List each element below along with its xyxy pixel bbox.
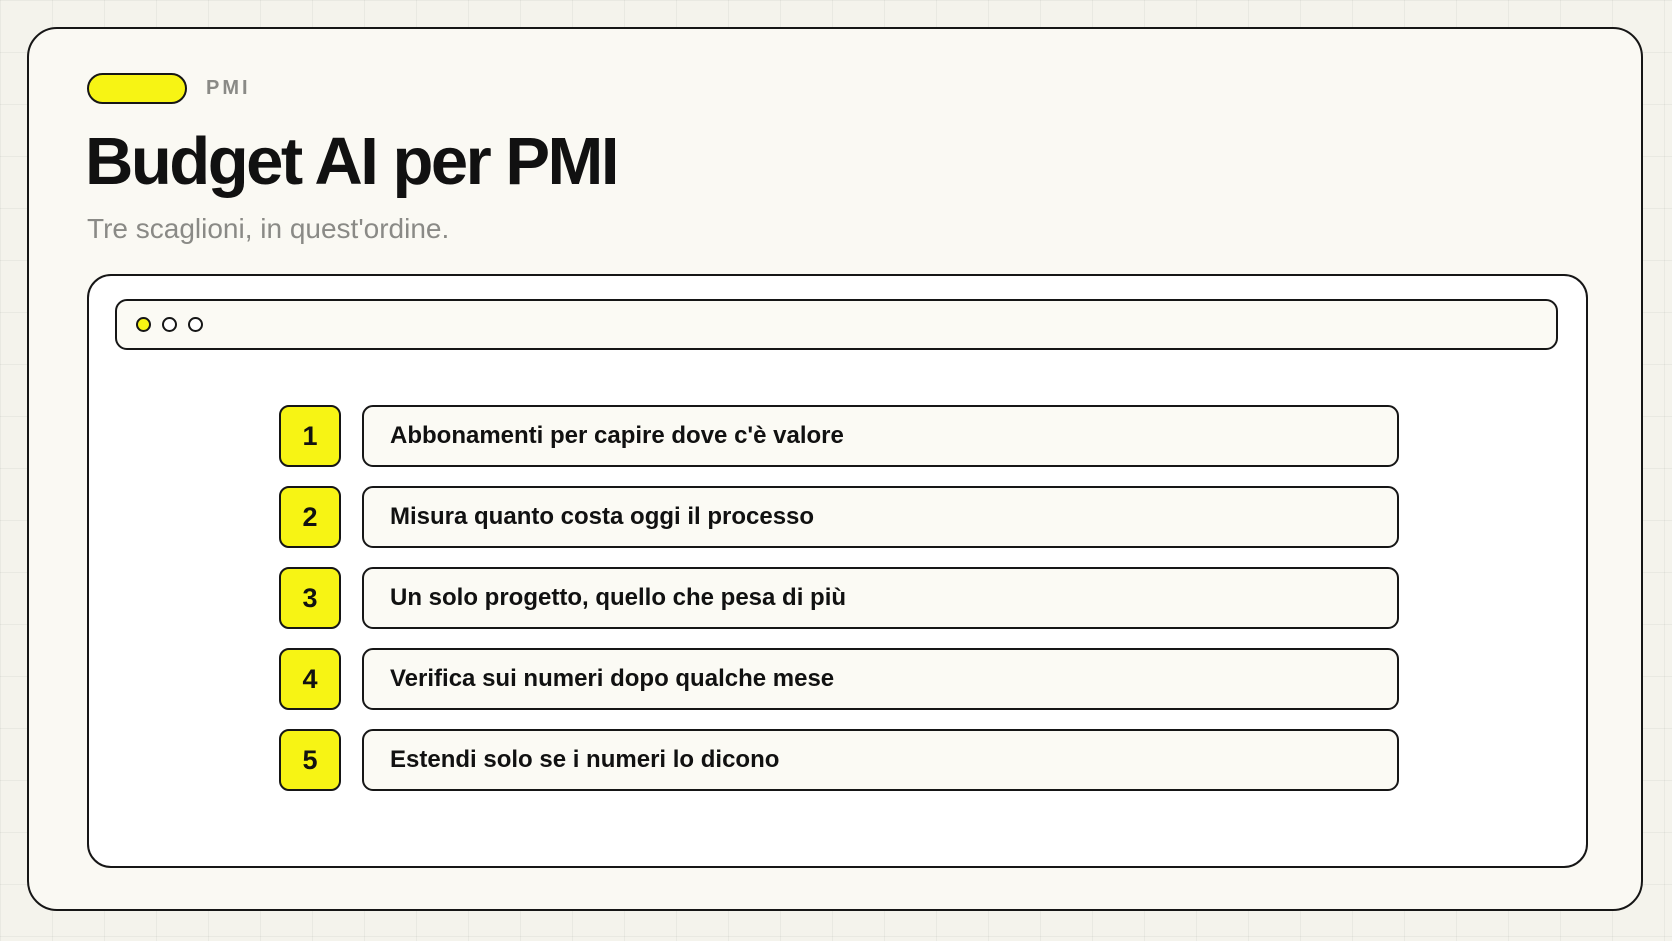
step-label: Estendi solo se i numeri lo dicono	[390, 746, 780, 773]
slide-card	[27, 27, 1643, 911]
tag-row	[87, 73, 251, 104]
step-number-badge: 2	[279, 486, 341, 548]
step-number-badge: 5	[279, 729, 341, 791]
window-dot-active	[136, 317, 151, 332]
step-number-badge: 1	[279, 405, 341, 467]
steps-list	[279, 405, 1399, 810]
slide-subtitle: Tre scaglioni, in quest'ordine.	[87, 213, 450, 244]
step-box	[362, 486, 1399, 548]
step-label: Misura quanto costa oggi il processo	[390, 503, 815, 530]
step-box	[362, 405, 1399, 467]
browser-window	[87, 274, 1588, 868]
slide-title: Budget AI per PMI	[85, 124, 617, 199]
step-item	[279, 729, 1399, 791]
step-label: Un solo progetto, quello che pesa di più	[390, 584, 847, 611]
step-box	[362, 648, 1399, 710]
step-item	[279, 648, 1399, 710]
step-number-badge: 4	[279, 648, 341, 710]
window-dot	[162, 317, 177, 332]
step-label: Abbonamenti per capire dove c'è valore	[390, 422, 844, 449]
step-box	[362, 567, 1399, 629]
step-label: Verifica sui numeri dopo qualche mese	[390, 665, 835, 692]
step-number-badge: 3	[279, 567, 341, 629]
step-item	[279, 405, 1399, 467]
window-title-bar	[115, 299, 1558, 350]
tag-label: PMI	[206, 77, 251, 99]
tag-pill	[87, 73, 187, 104]
step-item	[279, 486, 1399, 548]
step-item	[279, 567, 1399, 629]
window-dot	[188, 317, 203, 332]
step-box	[362, 729, 1399, 791]
